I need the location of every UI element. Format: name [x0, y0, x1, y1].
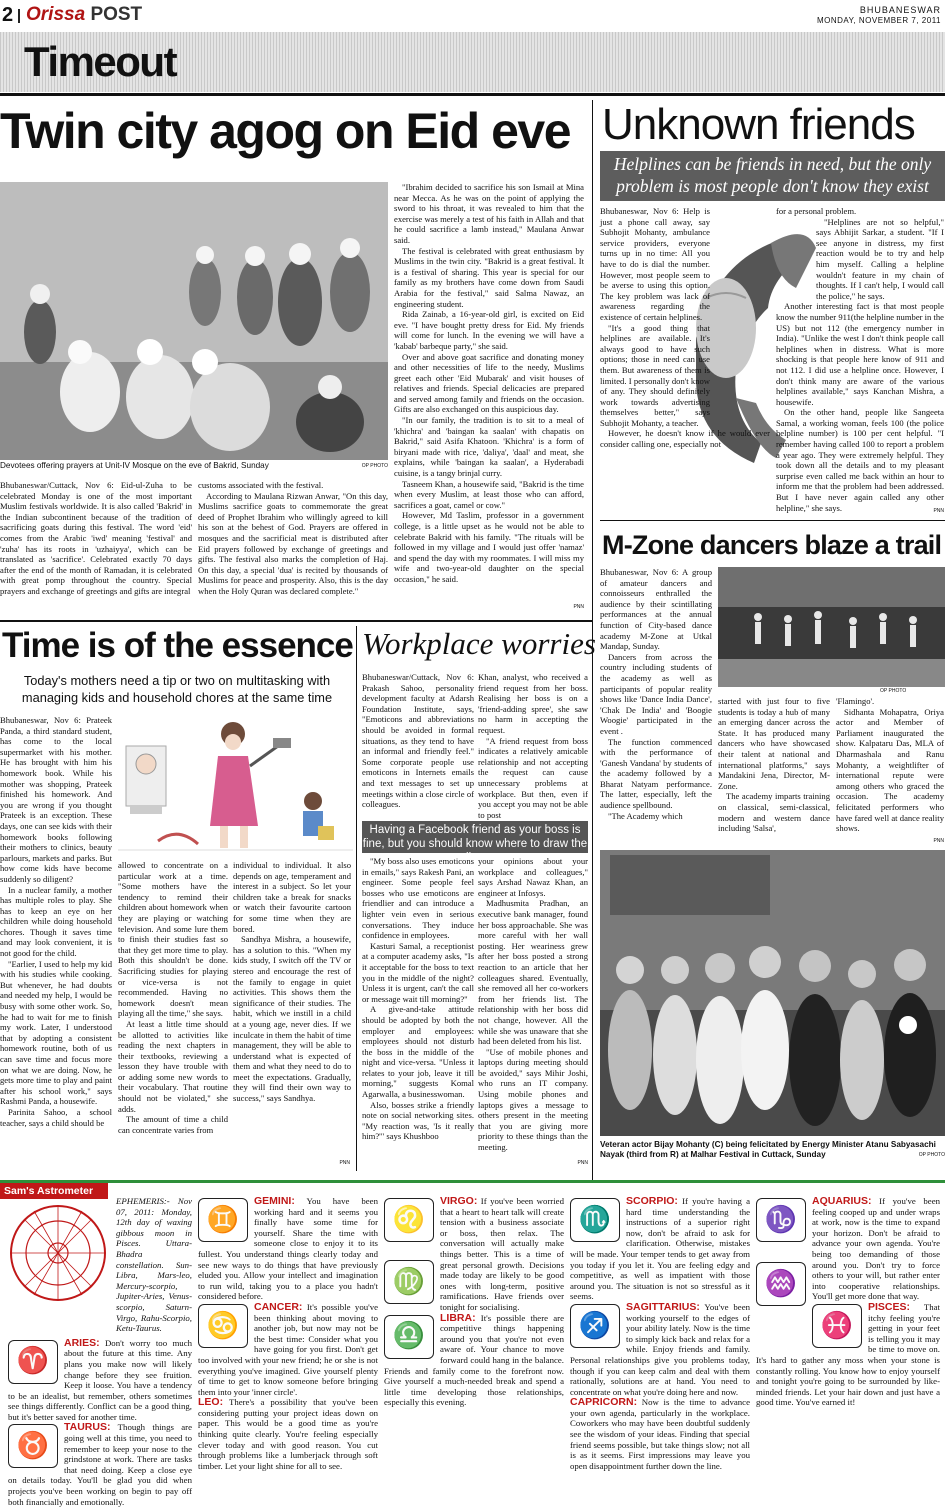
- libra-text: It's possible there are competitive things happening around you that you're not even aware of. Your chance to move forward could hang in the balance. Friends and family come to the forefront now. Give yourself a much-needed break and spend a little time developing those relationships, especially this evening.: [384, 1312, 564, 1408]
- essence-col-2: [118, 860, 228, 1170]
- brand-logo: [26, 4, 142, 26]
- essence-paragraph: In a nuclear family, a mother has multiple roles to play. She has to keep an eye on her children while doing household chores. Though it saves time and may look convenient, it is not good for the child.: [0, 884, 112, 959]
- essence-col-1: [0, 715, 112, 1170]
- sagittarius-text: You've been working yourself to the edges of your ability lately. Now is the time to simply kick back and relax for a while. Enjoy friends and family. Personal relationships give you problems today, though if you can keep calm and deal with them rationally, solutions are at hand. You need to concentrate on what you're doing here and now.: [570, 1301, 751, 1397]
- workplace-paragraph: Also, bosses strike a friendly note on social networking sites. "My reaction was, 'Is it really him?'" says Khushboo: [362, 1099, 474, 1142]
- essence-col-3: [233, 860, 351, 1170]
- mzone-paragraph: 'Flamingo'.: [836, 696, 875, 706]
- essence-paragraph: At least a little time should be allotted to activities like reading the next chapters in their textbooks, reviewing a lesson they have trouble with or adding some new words to their vocabulary. That routine should not be violated," she adds.: [118, 1018, 228, 1114]
- sagittarius-label: SAGITTARIUS:: [626, 1300, 700, 1313]
- workplace-paragraph: "A friend request from boss indicates a relatively amicable relationship and not accepting the request can cause unnecessary problems at workplace. But then, even if you accept you may not be able to post: [478, 735, 588, 820]
- mzone-paragraph: The academy imparts training on classical, semi-classical, modern and western dance including 'Salsa',: [718, 791, 830, 834]
- section-rule: [0, 93, 945, 96]
- unknown-col-2: [776, 206, 944, 516]
- unknown-paragraph: Bhubaneswar, Nov 6: Help is just a phone call away, say Subhojit Mohanty, ambulance service providers, everyone turns up in no time: All you have to do is dial the number. However, most people seem to be averse to using this option. The key problem was lack of awareness regarding the existence of certain helplines.: [600, 206, 710, 322]
- leo-text: There's a possibility that you've been considering putting your project ideas down on paper. This would be a good time as you're thinking quite clearly. You're feeling especially clever today and with good reason. You cut through problems like a lumberjack through soft timber. Let your light shine for all to see.: [198, 1397, 378, 1471]
- unknown-paragraph: Another interesting fact is that most people know the number 911(the helpline number in the US) but not 112 (the emergency number in India). "Unlike the west I don't think people call helplines when in distress. What is more shocking is that people here know of 911 and not 112. I did use a helpline once. However, I don't think many are aware of the various helplines available," says Kanchan Mishra, a housewife.: [776, 301, 944, 407]
- aries-icon: ♈: [8, 1340, 58, 1384]
- eid-paragraph: According to Maulana Rizwan Anwar, "On this day, Muslims sacrifice goats to commemorate the great deed of Prophet Ibrahim who willingly agreed to kill his son at the behest of God. Prayers are offered in mosques and the sacrificial meat is distributed after Eid prayers followed by exchange of greetings and gifts. The festival also marks the completion of Haj. On this day, a special 'dua' is recited by thousands of Muslims for peace and prosperity. Also, this is the day when the Holy Quran was declared complete.": [198, 490, 388, 596]
- virgo-label: VIRGO:: [440, 1195, 478, 1207]
- felicitation-photo: [600, 850, 945, 1136]
- leo-entry: [198, 1397, 378, 1471]
- unknown-paragraph: However, he doesn't know if he would ever consider calling one, especially not: [600, 428, 770, 450]
- unknown-paragraph: "It's a good thing that helplines are available. It's always good to have such options; those in need can use them. But awareness of them is limited. I personally don't know of any. They should definitely work towards advertising themselves better," says Subhojit Mohanty, a teacher.: [600, 322, 710, 428]
- astro-col-1: [8, 1196, 192, 1507]
- leo-icon: ♌: [384, 1198, 434, 1242]
- workplace-col-4: [478, 856, 588, 1172]
- eid-paragraph: Tasneem Khan, a housewife said, "Bakrid is the time when every Muslim, at least those who can afford, sacrifices a goat, camel or cow.": [394, 478, 584, 510]
- essence-paragraph: The amount of time a child can concentrate varies from: [118, 1114, 228, 1135]
- aquarius-label: AQUARIUS:: [812, 1195, 872, 1207]
- column-divider: [356, 626, 357, 1171]
- capricorn-entry: [570, 1397, 750, 1471]
- mzone-dance-photo: [718, 567, 945, 687]
- eid-paragraph: Over and above goat sacrifice and donating money and other necessities of life to the needy, Muslims greet each other 'Eid Mubarak' and visit houses of relatives and friends. Special delicacies are prepared and served among family and friends on the occasion. Gifts are also exchanged on this auspicious day.: [394, 351, 584, 415]
- eid-photo: [0, 182, 388, 460]
- unknown-paragraph: On the other hand, people like Sangeeta Samal, a working woman, feels 100 (the police helpline number) is 100 per cent helpful. "I remember having called 100 to report a problem a year ago. They were extremely helpful. They took down all the details and to my pleasant surprise even called me back within an hour to inform me that the problem had been addressed. But I have never again called any other helpline," she says.: [776, 407, 944, 513]
- virgo-text: If you've been worried that a heart to heart talk will create tension with a business associate or boss, then relax. The conversation will actually make things better. This is a time of great personal growth. Decisions made today are likely to be good ones with long-term, positive ramifications. Have friends over tonight for socialising.: [440, 1196, 564, 1312]
- gemini-icon: ♊: [198, 1198, 248, 1242]
- essence-paragraph: allowed to concentrate on a particular work at a time. "Some mothers have the tendency to remind their children about homework when they are playing or watching television. And some lure them to finish their studies fast so that they get more time to play. Both this shouldn't be done. Sacrificing studies for playing or vice-versa is not recommended. Having no homework doesn't mean playing all the time," she says.: [118, 860, 228, 1019]
- unknown-tag: PNN: [933, 508, 944, 514]
- workplace-paragraph: Bhubaneswar/Cuttack, Nov 6: Prakash Sahoo, personality development faculty at Adarsh Foundation Institute, says, "Emoticons and abbreviations should be avoided in formal situations, as they tend to have an informal and friendly feel." Some corporate people use emoticons in Internets emails and text messages to set up meetings within a close circle of colleagues.: [362, 672, 474, 810]
- pisces-label: PISCES:: [868, 1300, 911, 1313]
- workplace-banner-text: Having a Facebook friend as your boss is fine, but you should know where to draw the line: [362, 824, 588, 864]
- essence-tag: PNN: [339, 1160, 350, 1166]
- lower-section-rule: [0, 620, 592, 622]
- mzone-headline: M-Zone dancers blaze a trail: [602, 530, 942, 560]
- eid-headline: Twin city agog on Eid eve: [0, 103, 570, 159]
- masthead-divider: [18, 9, 20, 23]
- mzone-paragraph: The function commenced with the performance of 'Ganesh Vandana' by students of the academy followed by a Bharat Natyam performance. The latter, especially, left the audience spellbound.: [600, 736, 712, 811]
- felicitation-caption-text: Veteran actor Bijay Mohanty (C) being felicitated by Energy Minister Atanu Sabyasachi Nayak (third from R) at Malhar Festival in Cuttack, Sunday: [600, 1140, 936, 1159]
- praying-crowd-illustration: [0, 182, 388, 460]
- sagittarius-icon: ♐: [570, 1304, 620, 1348]
- workplace-paragraph: "My boss also uses emoticons in emails," says Rakesh Pani, an engineer. Some people feel bosses who use emoticons are friendlier and can introduce a lighter vein even in serious conversations. They induce confidence in employees.: [362, 856, 474, 941]
- eid-paragraph: "Ibrahim decided to sacrifice his son Ismail at Mina near Mecca. As he was on the point of applying the sword to his throat, it was revealed to him that the exercise was merely a test of his faith in Allah and that he could sacrifice a lamb instead," Maulana Anwar said.: [394, 182, 584, 245]
- mzone-paragraph: Sidhanta Mohapatra, Oriya actor and Member of Parliament inaugurated the show. Kalpataru Das, MLA of Dharmashala and Ranu Mohanty, a weightlifter of international repute were among others who graced the occasion. The academy felicitated performers who have fared well at dance reality shows.: [836, 706, 944, 834]
- dance-stage-illustration: [718, 567, 945, 687]
- masthead-city: BHUBANESWAR: [859, 5, 941, 15]
- mzone-paragraph: started with just four to five students is today a hub of many an emerging dancer across the State. It has produced many dancers who have showcased their talent at national and international platforms," says Mandakini Jena, Director, M-Zone.: [718, 696, 830, 791]
- cancer-label: CANCER:: [254, 1300, 303, 1313]
- astro-ephemeris: EPHEMERIS:- Nov 07, 2011: Monday, 12th day of waxing gibbous moon in Pisces. Uttara-Bhadra constellation. Sun-Libra, Mars-leo, Mercury-scorpio, Jupiter-Aries, Venus-scorpio, Saturn-Virgo, Rahu-Scorpio, Ketu-Taurus.: [116, 1196, 192, 1334]
- aquarius-icon: ♒: [756, 1262, 806, 1306]
- section-banner: [0, 32, 945, 92]
- eid-paragraph: The festival is celebrated with great enthusiasm by Muslims in the twin city. "Bakrid is a great festival. It is a festival of sharing. This year is special for our family as my brothers have come down from Saudi Arabia for the festival," said Salma Nawaz, an engineering student.: [394, 245, 584, 309]
- eid-caption-text: Devotees offering prayers at Unit-IV Mosque on the eve of Bakrid, Sunday: [0, 461, 269, 470]
- unknown-headline: Unknown friends: [602, 100, 915, 149]
- aquarius-text: If you've been feeling cooped up and under wraps at work, now is the time to expand your horizon. Don't be afraid to advance your own agenda. You're being too demanding of those around you. Don't try to force others to your will, but rather enter into cooperative relationships. You'll get more done that way.: [812, 1196, 940, 1302]
- astro-col-3: [384, 1196, 564, 1482]
- essence-deck: Today's mothers need a tip or two on multitasking with managing kids and household chores at the same time: [21, 673, 333, 705]
- mzone-photo-credit: OP PHOTO: [880, 688, 907, 694]
- workplace-paragraph: Khan, analyst, who received a friend request from her boss. Realising her boss is on a 'friend-adding spree', she saw no harm in accepting the request.: [478, 672, 588, 735]
- workplace-paragraph: your opinions about your workplace and colleagues," says Arshad Nawaz Khan, an engineer at Infosys.: [478, 856, 588, 898]
- scorpio-label: SCORPIO:: [626, 1195, 678, 1207]
- scorpio-icon: ♏: [570, 1198, 620, 1242]
- eid-paragraph: Bhubaneswar/Cuttack, Nov 6: Eid-ul-Zuha to be celebrated Monday is one of the most important Muslim festivals worldwide. It is also called 'Bakrid' in the Indian subcontinent because of the tradition of sacrificing goats during this festival. The word 'eid' comes from the Arabic 'iwd' meaning 'festival' and 'zuha' has its roots in 'uzhaiyya', which can be translated as 'sacrifice'. Celebrated exactly 70 days after the end of the month of Ramadan, it is celebrated with great pomp throughout the country. Special prayers and exchange of greetings and gifts are integral: [0, 480, 192, 596]
- unknown-paragraph: for a personal problem.: [776, 206, 857, 216]
- capricorn-label: CAPRICORN:: [570, 1396, 638, 1409]
- brand-name: POST: [90, 4, 143, 25]
- eid-paragraph: customs associated with the festival.: [198, 480, 324, 490]
- taurus-icon: ♉: [8, 1424, 58, 1468]
- pisces-text: That itchy feeling you're getting in your feet is telling you it may be time to move on. It's hard to gather any moss when your stone is constantly rolling. You know how to enjoy yourself and tonight you're going to be surrounded by like-minded friends. Let your hair down and just have a good time. You've earned it!: [756, 1301, 940, 1408]
- essence-paragraph: Bhubaneswar, Nov 6: Prateek Panda, a third standard student, has come to the local supermarket with his mother. He has brought with him his homework book. While his mother was shopping, Prateek finished his homework. And you are wrong if you thought Prateek is an exception. These days, one can see kids with their homework books following their mothers to clinics, beauty parlours, markets and parks. But how come kids have become suddenly so diligent?: [0, 715, 112, 884]
- eid-col-2: [198, 480, 388, 615]
- leo-label: LEO:: [198, 1396, 224, 1409]
- mother-multitasking-illustration: [118, 716, 353, 856]
- unknown-col-1: [600, 206, 770, 516]
- mzone-paragraph: "The Academy which: [608, 810, 683, 821]
- masthead-date: MONDAY, NOVEMBER 7, 2011: [816, 16, 941, 25]
- eid-photo-credit: OP PHOTO: [361, 463, 388, 469]
- eid-paragraph: "In our family, the tradition is to sit to a meal of 'khichra' and 'baingan ka saalan' with chapatis on Bakrid," said Asifa Khatoon. 'Khichra' is a form of biryani made with rice, 'daliya', 'daal' and meat, she explains, while 'baingan ka saalan', a Hyderabadi cuisine, is a tangy brinjal curry.: [394, 415, 584, 479]
- essence-headline: Time is of the essence: [2, 626, 353, 665]
- mzone-tag: PNN: [933, 838, 944, 844]
- taurus-text: Though things are going well at this time, you need to remember to keep your nose to the grindstone at work. There are tasks that need doing. Keep a close eye on details today. You'll be glad you did when projects you've been working on begin to pay off both financially and emotionally.: [8, 1422, 192, 1507]
- cancer-icon: ♋: [198, 1304, 248, 1348]
- mzone-col-2: [718, 696, 830, 848]
- workplace-banner: [362, 821, 588, 864]
- capricorn-text: Now is the time to advance your own agenda, particularly in the workplace. Coworkers who may have been doubtful suddenly see the wisdom of your ideas. Finding that special friend seems possible, but take things slow; not all is as it seems. First impressions may leave you open disappointment further down the line.: [570, 1397, 750, 1471]
- mzone-col-3: [836, 696, 944, 848]
- essence-paragraph: Sandhya Mishra, a housewife, has a solution to this. "When my kids study, I switch off the TV or stereo and encourage the rest of the family to engage in quiet activities. This shows them the significance of their studies. The habit, which we instill in a child at a young age, never dies. If we inculcate in them the habit of time management, they will be able to understand what is expected of them and what they need to do to meet the expectations. Gradually, they will find their own way to success," says Sandhya.: [233, 934, 351, 1104]
- brand-italic: Orissa: [26, 4, 86, 25]
- astro-col-4: [570, 1196, 750, 1482]
- unknown-bottom-rule: [600, 520, 945, 521]
- workplace-col-2: [478, 672, 588, 820]
- astro-col-5: [756, 1196, 940, 1482]
- masthead: [0, 0, 945, 32]
- workplace-paragraph: A give-and-take attitude should be adopted by both the employer and employees: employees should not disturb the boss in the middle of the night and vice-versa. "Unless it relates to your job, leave it till morning," suggests Komal Agarwalla, a businesswoman.: [362, 1004, 474, 1100]
- eid-paragraph: However, Md Taslim, professor in a government college, is a little upset as he would not be able to celebrate Bakrid with his family. "The rituals will be followed in my village and I would just offer 'namaz' and spend the day with my roommates. I will miss my wife and two-year-old daughter on the special occasion," he said.: [394, 510, 584, 584]
- felicitation-photo-credit: OP PHOTO: [918, 1152, 945, 1158]
- unknown-deck-band: [600, 151, 945, 201]
- eid-photo-caption: [0, 461, 388, 471]
- essence-paragraph: "Earlier, I used to help my kid with his studies while cooking. But whenever, he had doubts and needed my help, I would be busy with some other work. So, he had to wait for me to finish my work. Later, I understood that by adopting a consistent homework routine, both of us can save time and focus more on what we are doing. Now, he gets more time to play and paint after his school work," says Rashmi Panda, a housewife.: [0, 958, 112, 1107]
- taurus-label: TAURUS:: [64, 1421, 111, 1434]
- mzone-paragraph: Bhubaneswar, Nov 6: A group of amateur dancers and connoisseurs enthralled the audience by their scintillating performances at the annual function of City-based dance academy M-Zone at Utkal Mandap, Sunday.: [600, 567, 712, 652]
- capricorn-icon: ♑: [756, 1198, 806, 1242]
- workplace-col-3: [362, 856, 474, 1172]
- unknown-paragraph: "Helplines are not so helpful," says Abhijit Sarkar, a student. "If I see anyone in distress, my first reaction would be to try and help him myself. Calling a helpline wouldn't feature in my chain of thoughts. If I can't help, I would call the police," he says.: [816, 216, 944, 301]
- scorpio-text: If you're having a hard time understanding the instructions of a superior right now, don't be afraid to ask for clarification. Otherwise, mistakes will be made. Your temper tends to get away from you today if you let it. You are feeling edgy and competitive, as well as impatient with those around you. The situation is not so stressful as it seems.: [570, 1196, 750, 1302]
- libra-label: LIBRA:: [440, 1311, 476, 1324]
- astro-col-2: [198, 1196, 378, 1482]
- essence-paragraph: individual to individual. It also depends on age, temperament and interest in a subject. So let your children take a break for snacks or watch their favourite cartoon for some time when they are bored.: [233, 860, 351, 934]
- mzone-paragraph: Dancers from across the country including students of the academy as well as participants of popular reality shows like 'Dance India Dance', 'Chak De India' and 'Boogie Woogie' participated in the event .: [600, 651, 712, 736]
- felicitation-illustration: [600, 850, 945, 1136]
- mzone-col-1: [600, 567, 712, 847]
- page-number: 2: [2, 4, 14, 26]
- workplace-paragraph: Kasturi Samal, a receptionist at a computer academy asks, "Is it acceptable for the boss to text you in the middle of the night? Unless it is urgent, can't the call or message wait till morning?": [362, 940, 474, 1004]
- unknown-deck: Helplines can be friends in need, but the only problem is most people don't know they exist: [613, 154, 932, 196]
- virgo-icon: ♍: [384, 1260, 434, 1304]
- essence-paragraph: Parinita Sahoo, a school teacher, says a child should be: [0, 1106, 112, 1128]
- eid-paragraph: Rida Zainab, a 16-year-old girl, is excited on Eid eve. "I have bought pretty dress for Eid. My friends will come for lunch. In the evening we will have a 'kabab' barbeque party," she said.: [394, 309, 584, 351]
- eid-col-3: [394, 182, 584, 614]
- workplace-tag: PNN: [577, 1160, 588, 1166]
- workplace-col-1: [362, 672, 474, 820]
- eid-col-1: [0, 480, 192, 615]
- felicitation-caption: [600, 1140, 945, 1160]
- gemini-label: GEMINI:: [254, 1195, 295, 1207]
- gemini-text: You have been working hard and it seems you finally have some time for yourself. Share the time with someone close to enjoy it to its fullest. You understand things clearly today and see new ways to do things that have previously eluded you. Allow your intellect and imagination to run wild, taking you to a place you hadn't considered before.: [198, 1196, 378, 1302]
- workplace-paragraph: "Use of mobile phones and laptops during meeting should be avoided," says Mihir Joshi, who runs an IT company. Using mobile phones and laptops gives a message to others present in the meeting that you are giving more priority to these things than the meeting.: [478, 1046, 588, 1153]
- cancer-text: It's possible you've been thinking about moving to another job, but now may not be the best time: Consider what you have going for you first. Don't get too involved with your new friend; he or she is not everything you've imagined. Give yourself plenty of time to get to know someone before bringing them into your 'inner circle'.: [198, 1301, 379, 1397]
- aries-label: ARIES:: [64, 1336, 100, 1349]
- eid-tag: PNN: [573, 604, 584, 610]
- section-title: Timeout: [24, 38, 177, 85]
- aries-text: Don't worry too much about the future at this time. Any plans you make now will likely change before they see fruition. Keep it loose. You have a tendency to be an idealist, but remember, others sometimes see things differently. Conflict can be a good thing, but it's better saved for another time.: [8, 1337, 192, 1422]
- pisces-icon: ♓: [812, 1304, 862, 1348]
- libra-icon: ♎: [384, 1315, 434, 1359]
- astro-top-bar: [0, 1180, 945, 1183]
- workplace-headline: Workplace worries: [362, 626, 596, 661]
- workplace-paragraph: Madhusmita Pradhan, an executive bank manager, found her boss approachable. She was more careful with her wall posting. Her weariness grew after her boss posted a strong reaction to an article that her colleagues shared. Eventually, she removed all her co-workers from her friends list. The relationship with her boss did not change, however. All the while she was unaware that she had been deleted from his list.: [478, 898, 588, 1047]
- astro-title: Sam's Astrometer: [4, 1185, 94, 1197]
